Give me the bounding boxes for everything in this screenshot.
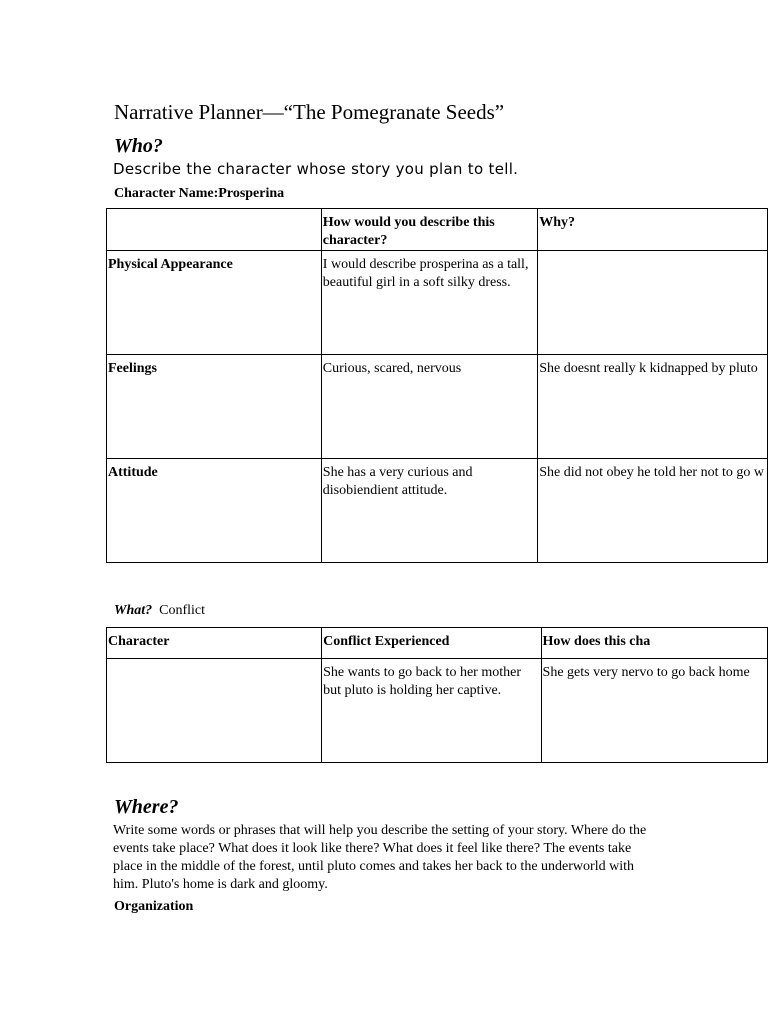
table-header-row bbox=[107, 209, 768, 251]
what-subheading: Conflict bbox=[159, 603, 206, 618]
table-row bbox=[107, 659, 768, 763]
table-row bbox=[107, 251, 768, 355]
description-cell: She has a very curious and disobiendient attitude. bbox=[321, 459, 537, 563]
who-description: Describe the character whose story you plan to tell. bbox=[113, 160, 519, 178]
response-cell: She gets very nervo to go back home bbox=[541, 659, 767, 763]
table-row bbox=[107, 459, 768, 563]
where-paragraph: Write some words or phrases that will help you describe the setting of your story. Where do the events take place? What does it look like there? What does it feel like there? The events take place in the middle of the forest, until pluto comes and takes her back to the underworld with him. Pluto's home is dark and gloomy. bbox=[113, 823, 647, 892]
conflict-cell: She wants to go back to her mother but pluto is holding her captive. bbox=[322, 659, 541, 763]
row-label: Physical Appearance bbox=[107, 251, 322, 355]
character-cell bbox=[107, 659, 322, 763]
description-cell: I would describe prosperina as a tall, beautiful girl in a soft silky dress. bbox=[321, 251, 537, 355]
character-name-label: Character Name:Prosperina bbox=[114, 186, 285, 201]
why-cell bbox=[538, 251, 768, 355]
row-label: Feelings bbox=[107, 355, 322, 459]
table-header-cell: How would you describe this character? bbox=[321, 209, 537, 251]
table-header-cell bbox=[107, 209, 322, 251]
why-cell: She did not obey he told her not to go w bbox=[538, 459, 768, 563]
who-heading: Who? bbox=[114, 135, 163, 157]
why-cell: She doesnt really k kidnapped by pluto bbox=[538, 355, 768, 459]
conflict-table bbox=[106, 627, 768, 763]
table-row bbox=[107, 355, 768, 459]
where-heading: Where? bbox=[114, 796, 179, 818]
what-label: What? bbox=[114, 603, 153, 618]
table-header-cell: Conflict Experienced bbox=[322, 628, 541, 659]
table-header-cell: How does this cha bbox=[541, 628, 767, 659]
what-heading bbox=[114, 603, 205, 619]
description-cell: Curious, scared, nervous bbox=[321, 355, 537, 459]
table-header-cell: Character bbox=[107, 628, 322, 659]
table-header-cell: Why? bbox=[538, 209, 768, 251]
page-title: Narrative Planner—“The Pomegranate Seeds” bbox=[114, 100, 505, 124]
organization-label: Organization bbox=[114, 899, 194, 914]
table-header-row bbox=[107, 628, 768, 659]
character-table bbox=[106, 208, 768, 563]
row-label: Attitude bbox=[107, 459, 322, 563]
